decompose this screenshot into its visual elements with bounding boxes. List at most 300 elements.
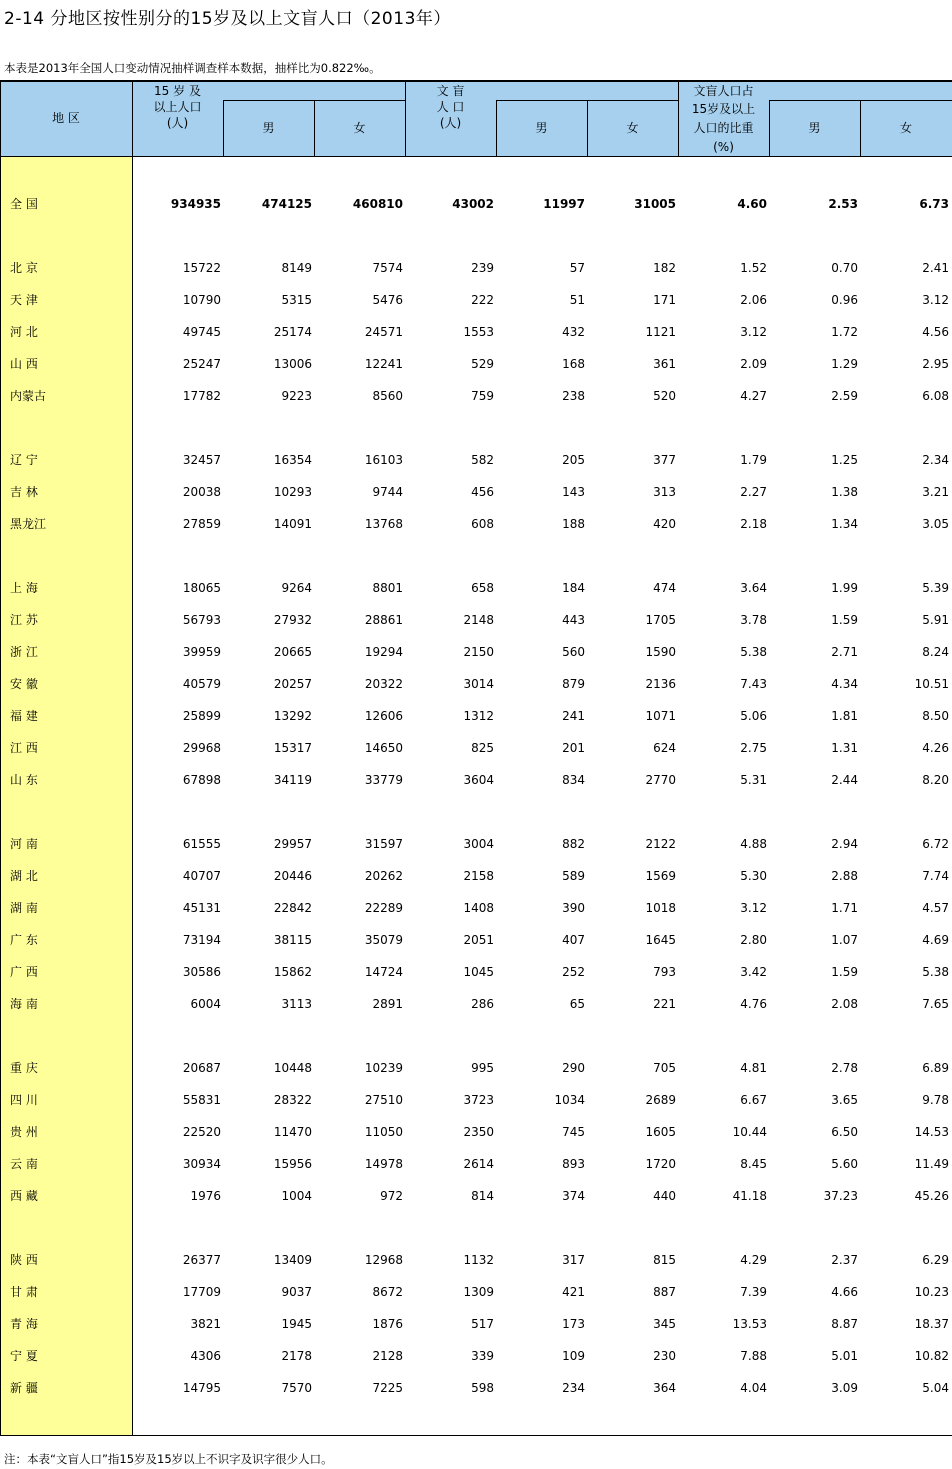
cell-pop15-total: 18065 [182, 581, 221, 595]
cell-ratio-female: 5.39 [922, 581, 949, 595]
cell-illiterate-total: 825 [471, 741, 494, 755]
cell-ratio-total: 4.04 [740, 1381, 767, 1395]
cell-illiterate-female: 2122 [645, 837, 676, 851]
cell-pop15-total: 30934 [182, 1157, 221, 1171]
cell-pop15-total: 32457 [182, 453, 221, 467]
cell-pop15-total: 29968 [182, 741, 221, 755]
cell-illiterate-female: 182 [653, 261, 676, 275]
cell-ratio-total: 2.75 [740, 741, 767, 755]
cell-pop15-female: 13768 [364, 517, 403, 531]
cell-illiterate-total: 1132 [463, 1253, 494, 1267]
table-row [0, 579, 952, 597]
cell-illiterate-male: 234 [562, 1381, 585, 1395]
cell-illiterate-female: 377 [653, 453, 676, 467]
cell-illiterate-female: 815 [653, 1253, 676, 1267]
header-ratio-line1: 文盲人口占 [693, 84, 754, 98]
cell-pop15-female: 2891 [372, 997, 403, 1011]
header-illiterate-line3: (人) [439, 116, 462, 130]
cell-illiterate-male: 432 [562, 325, 585, 339]
cell-pop15-female: 28861 [364, 613, 403, 627]
cell-ratio-total: 13.53 [732, 1317, 767, 1331]
cell-pop15-female: 7225 [372, 1381, 403, 1395]
cell-pop15-female: 16103 [364, 453, 403, 467]
cell-illiterate-female: 364 [653, 1381, 676, 1395]
cell-pop15-male: 3113 [281, 997, 312, 1011]
region-name: 山 西 [10, 357, 38, 371]
cell-pop15-female: 31597 [364, 837, 403, 851]
cell-illiterate-male: 241 [562, 709, 585, 723]
cell-pop15-female: 5476 [372, 293, 403, 307]
cell-ratio-female: 2.41 [922, 261, 949, 275]
table-row [0, 291, 952, 309]
cell-pop15-total: 15722 [182, 261, 221, 275]
cell-illiterate-total: 2614 [463, 1157, 494, 1171]
cell-ratio-male: 1.81 [831, 709, 858, 723]
cell-illiterate-male: 374 [562, 1189, 585, 1203]
cell-pop15-male: 15956 [273, 1157, 312, 1171]
table-row [0, 1155, 952, 1173]
table-row [0, 1091, 952, 1109]
cell-pop15-total: 56793 [182, 613, 221, 627]
cell-illiterate-female: 1720 [645, 1157, 676, 1171]
cell-pop15-total: 10790 [182, 293, 221, 307]
cell-ratio-female: 6.29 [922, 1253, 949, 1267]
region-name: 甘 肃 [10, 1285, 38, 1299]
cell-ratio-male: 1.07 [831, 933, 858, 947]
cell-pop15-male: 13292 [273, 709, 312, 723]
cell-illiterate-female: 1121 [645, 325, 676, 339]
cell-ratio-total: 7.39 [740, 1285, 767, 1299]
cell-ratio-total: 2.80 [740, 933, 767, 947]
cell-pop15-total: 26377 [182, 1253, 221, 1267]
cell-illiterate-total: 529 [471, 357, 494, 371]
cell-illiterate-total: 759 [471, 389, 494, 403]
cell-pop15-female: 12241 [364, 357, 403, 371]
cell-illiterate-male: 184 [562, 581, 585, 595]
cell-ratio-female: 10.82 [914, 1349, 949, 1363]
region-name: 云 南 [10, 1157, 38, 1171]
cell-illiterate-total: 1553 [463, 325, 494, 339]
cell-illiterate-male: 893 [562, 1157, 585, 1171]
cell-ratio-male: 1.99 [831, 581, 858, 595]
cell-ratio-total: 7.43 [740, 677, 767, 691]
cell-pop15-total: 17709 [182, 1285, 221, 1299]
cell-illiterate-female: 1590 [645, 645, 676, 659]
cell-pop15-male: 22842 [273, 901, 312, 915]
table-row [0, 771, 952, 789]
cell-illiterate-total: 608 [471, 517, 494, 531]
table-row [0, 867, 952, 885]
cell-illiterate-female: 420 [653, 517, 676, 531]
cell-ratio-female: 11.49 [914, 1157, 949, 1171]
table-row [0, 195, 952, 213]
table-row [0, 1347, 952, 1365]
region-name: 福 建 [10, 709, 38, 723]
cell-illiterate-male: 390 [562, 901, 585, 915]
cell-ratio-male: 1.59 [831, 965, 858, 979]
cell-pop15-total: 6004 [190, 997, 221, 1011]
cell-illiterate-total: 598 [471, 1381, 494, 1395]
cell-pop15-male: 9264 [281, 581, 312, 595]
region-name: 山 东 [10, 773, 38, 787]
region-name: 四 川 [10, 1093, 38, 1107]
table-row [0, 899, 952, 917]
region-column-background [1, 157, 132, 1435]
cell-ratio-total: 4.60 [737, 197, 767, 211]
table-row [0, 451, 952, 469]
cell-pop15-female: 19294 [364, 645, 403, 659]
table-footnote: 注：本表“文盲人口”指15岁及15岁以上不识字及识字很少人口。 [4, 1452, 333, 1466]
region-name: 安 徽 [10, 677, 38, 691]
cell-ratio-female: 2.34 [922, 453, 949, 467]
cell-pop15-male: 27932 [273, 613, 312, 627]
cell-pop15-male: 29957 [273, 837, 312, 851]
table-row [0, 1251, 952, 1269]
cell-ratio-total: 7.88 [740, 1349, 767, 1363]
cell-illiterate-total: 582 [471, 453, 494, 467]
cell-ratio-female: 45.26 [914, 1189, 949, 1203]
table-row [0, 739, 952, 757]
cell-pop15-total: 40579 [182, 677, 221, 691]
cell-ratio-female: 5.91 [922, 613, 949, 627]
cell-illiterate-male: 879 [562, 677, 585, 691]
cell-pop15-male: 10448 [273, 1061, 312, 1075]
cell-illiterate-female: 230 [653, 1349, 676, 1363]
cell-ratio-female: 4.69 [922, 933, 949, 947]
cell-illiterate-total: 814 [471, 1189, 494, 1203]
cell-ratio-female: 6.89 [922, 1061, 949, 1075]
cell-illiterate-female: 520 [653, 389, 676, 403]
cell-ratio-female: 5.38 [922, 965, 949, 979]
cell-illiterate-female: 1705 [645, 613, 676, 627]
table-row [0, 1187, 952, 1205]
cell-ratio-total: 3.42 [740, 965, 767, 979]
cell-ratio-total: 3.12 [740, 901, 767, 915]
cell-ratio-total: 5.06 [740, 709, 767, 723]
cell-illiterate-male: 589 [562, 869, 585, 883]
cell-illiterate-male: 173 [562, 1317, 585, 1331]
region-name: 浙 江 [10, 645, 38, 659]
cell-pop15-total: 25899 [182, 709, 221, 723]
cell-ratio-male: 37.23 [823, 1189, 858, 1203]
region-name: 吉 林 [10, 485, 38, 499]
region-name: 天 津 [10, 293, 38, 307]
cell-illiterate-female: 474 [653, 581, 676, 595]
cell-pop15-total: 20687 [182, 1061, 221, 1075]
cell-illiterate-female: 440 [653, 1189, 676, 1203]
cell-pop15-male: 15862 [273, 965, 312, 979]
region-name: 江 西 [10, 741, 38, 755]
table-row [0, 387, 952, 405]
cell-pop15-total: 67898 [182, 773, 221, 787]
cell-ratio-female: 3.05 [922, 517, 949, 531]
cell-pop15-female: 460810 [352, 197, 403, 211]
cell-ratio-female: 6.73 [919, 197, 949, 211]
region-name: 湖 北 [10, 869, 38, 883]
header-ratio-male: 男 [808, 121, 821, 135]
table-row [0, 643, 952, 661]
cell-ratio-total: 1.52 [740, 261, 767, 275]
cell-illiterate-total: 43002 [452, 197, 494, 211]
cell-illiterate-total: 286 [471, 997, 494, 1011]
cell-illiterate-male: 57 [569, 261, 585, 275]
cell-ratio-female: 9.78 [922, 1093, 949, 1107]
cell-illiterate-total: 2148 [463, 613, 494, 627]
cell-illiterate-total: 3014 [463, 677, 494, 691]
region-name: 内蒙古 [10, 389, 47, 403]
cell-ratio-female: 8.20 [922, 773, 949, 787]
cell-pop15-female: 1876 [372, 1317, 403, 1331]
cell-ratio-total: 3.78 [740, 613, 767, 627]
cell-pop15-male: 20257 [273, 677, 312, 691]
cell-pop15-male: 9223 [281, 389, 312, 403]
cell-pop15-male: 1004 [281, 1189, 312, 1203]
header-ratio-line3: 人口的比重 [693, 121, 754, 135]
cell-pop15-total: 4306 [190, 1349, 221, 1363]
cell-illiterate-male: 560 [562, 645, 585, 659]
region-name: 上 海 [10, 581, 38, 595]
cell-illiterate-female: 2689 [645, 1093, 676, 1107]
cell-illiterate-total: 1045 [463, 965, 494, 979]
cell-pop15-male: 8149 [281, 261, 312, 275]
cell-pop15-female: 20322 [364, 677, 403, 691]
region-name: 青 海 [10, 1317, 38, 1331]
cell-illiterate-male: 290 [562, 1061, 585, 1075]
cell-ratio-male: 1.71 [831, 901, 858, 915]
cell-ratio-male: 2.44 [831, 773, 858, 787]
table-row [0, 355, 952, 373]
region-name: 新 疆 [10, 1381, 38, 1395]
cell-illiterate-total: 2350 [463, 1125, 494, 1139]
cell-illiterate-male: 882 [562, 837, 585, 851]
table-subtitle: 本表是2013年全国人口变动情况抽样调查样本数据，抽样比为0.822‰。 [4, 61, 381, 75]
header-illiterate-male: 男 [535, 121, 548, 135]
cell-pop15-male: 2178 [281, 1349, 312, 1363]
cell-ratio-total: 4.76 [740, 997, 767, 1011]
cell-ratio-male: 2.71 [831, 645, 858, 659]
cell-ratio-total: 3.12 [740, 325, 767, 339]
cell-ratio-total: 5.30 [740, 869, 767, 883]
cell-ratio-total: 1.79 [740, 453, 767, 467]
region-name: 北 京 [10, 261, 38, 275]
cell-pop15-female: 12968 [364, 1253, 403, 1267]
cell-pop15-female: 10239 [364, 1061, 403, 1075]
cell-pop15-total: 17782 [182, 389, 221, 403]
cell-illiterate-total: 3004 [463, 837, 494, 851]
cell-pop15-female: 8801 [372, 581, 403, 595]
cell-ratio-female: 6.08 [922, 389, 949, 403]
cell-illiterate-total: 222 [471, 293, 494, 307]
cell-ratio-male: 0.70 [831, 261, 858, 275]
header-illiterate-female: 女 [626, 121, 639, 135]
cell-illiterate-female: 887 [653, 1285, 676, 1299]
table-row [0, 259, 952, 277]
cell-ratio-male: 2.08 [831, 997, 858, 1011]
cell-illiterate-female: 1569 [645, 869, 676, 883]
cell-ratio-total: 41.18 [732, 1189, 767, 1203]
cell-pop15-male: 16354 [273, 453, 312, 467]
cell-ratio-total: 3.64 [740, 581, 767, 595]
header-ratio-line2: 15岁及以上 [691, 102, 756, 116]
cell-pop15-total: 25247 [182, 357, 221, 371]
header-pop15-line1: 15 岁 及 [154, 84, 201, 98]
cell-ratio-male: 1.31 [831, 741, 858, 755]
header-pop15-male: 男 [262, 121, 275, 135]
cell-ratio-male: 1.72 [831, 325, 858, 339]
cell-pop15-total: 55831 [182, 1093, 221, 1107]
cell-pop15-male: 1945 [281, 1317, 312, 1331]
cell-illiterate-male: 188 [562, 517, 585, 531]
cell-ratio-female: 7.65 [922, 997, 949, 1011]
cell-ratio-total: 4.88 [740, 837, 767, 851]
region-name: 贵 州 [10, 1125, 38, 1139]
header-pop15-female: 女 [353, 121, 366, 135]
region-name: 西 藏 [10, 1189, 38, 1203]
cell-pop15-male: 474125 [261, 197, 312, 211]
cell-ratio-male: 2.94 [831, 837, 858, 851]
cell-illiterate-total: 2051 [463, 933, 494, 947]
cell-illiterate-female: 221 [653, 997, 676, 1011]
cell-ratio-male: 1.25 [831, 453, 858, 467]
cell-illiterate-male: 51 [569, 293, 585, 307]
cell-pop15-total: 934935 [170, 197, 221, 211]
cell-illiterate-female: 361 [653, 357, 676, 371]
cell-illiterate-male: 834 [562, 773, 585, 787]
cell-ratio-male: 5.60 [831, 1157, 858, 1171]
cell-illiterate-male: 443 [562, 613, 585, 627]
cell-illiterate-male: 252 [562, 965, 585, 979]
table-row [0, 707, 952, 725]
table-row [0, 483, 952, 501]
header-illiterate-line2: 人 口 [436, 100, 465, 114]
cell-ratio-female: 5.04 [922, 1381, 949, 1395]
region-name: 宁 夏 [10, 1349, 38, 1363]
cell-illiterate-total: 1312 [463, 709, 494, 723]
cell-illiterate-total: 239 [471, 261, 494, 275]
cell-pop15-male: 7570 [281, 1381, 312, 1395]
cell-illiterate-total: 1309 [463, 1285, 494, 1299]
region-name: 重 庆 [10, 1061, 38, 1075]
cell-illiterate-total: 658 [471, 581, 494, 595]
cell-illiterate-male: 745 [562, 1125, 585, 1139]
table-row [0, 515, 952, 533]
cell-pop15-male: 14091 [273, 517, 312, 531]
region-name: 黑龙江 [10, 517, 47, 531]
cell-pop15-male: 20446 [273, 869, 312, 883]
cell-ratio-female: 8.50 [922, 709, 949, 723]
cell-illiterate-female: 705 [653, 1061, 676, 1075]
cell-ratio-female: 4.26 [922, 741, 949, 755]
cell-ratio-total: 2.06 [740, 293, 767, 307]
cell-ratio-male: 4.34 [831, 677, 858, 691]
cell-ratio-male: 3.09 [831, 1381, 858, 1395]
cell-pop15-female: 35079 [364, 933, 403, 947]
cell-pop15-female: 14650 [364, 741, 403, 755]
table-row [0, 611, 952, 629]
cell-illiterate-female: 1018 [645, 901, 676, 915]
cell-ratio-total: 6.67 [740, 1093, 767, 1107]
cell-ratio-male: 2.59 [831, 389, 858, 403]
cell-pop15-female: 7574 [372, 261, 403, 275]
cell-ratio-female: 10.23 [914, 1285, 949, 1299]
cell-illiterate-total: 3723 [463, 1093, 494, 1107]
cell-ratio-male: 3.65 [831, 1093, 858, 1107]
cell-ratio-male: 1.29 [831, 357, 858, 371]
table-row [0, 963, 952, 981]
cell-ratio-female: 7.74 [922, 869, 949, 883]
cell-illiterate-male: 201 [562, 741, 585, 755]
cell-ratio-female: 4.57 [922, 901, 949, 915]
cell-pop15-female: 33779 [364, 773, 403, 787]
cell-pop15-female: 24571 [364, 325, 403, 339]
cell-pop15-male: 15317 [273, 741, 312, 755]
cell-illiterate-female: 2136 [645, 677, 676, 691]
header-region: 地 区 [52, 111, 80, 125]
region-name: 湖 南 [10, 901, 38, 915]
cell-pop15-total: 73194 [182, 933, 221, 947]
region-name: 江 苏 [10, 613, 38, 627]
cell-illiterate-male: 317 [562, 1253, 585, 1267]
cell-pop15-male: 10293 [273, 485, 312, 499]
header-pop15-line3: (人) [166, 116, 189, 130]
cell-illiterate-female: 31005 [634, 197, 676, 211]
cell-illiterate-total: 995 [471, 1061, 494, 1075]
cell-illiterate-total: 517 [471, 1317, 494, 1331]
table-row [0, 1379, 952, 1397]
cell-ratio-male: 1.38 [831, 485, 858, 499]
page-title: 2-14 分地区按性别分的15岁及以上文盲人口（2013年） [4, 9, 451, 29]
cell-pop15-male: 28322 [273, 1093, 312, 1107]
cell-pop15-male: 38115 [273, 933, 312, 947]
cell-ratio-male: 1.34 [831, 517, 858, 531]
table-header [0, 80, 952, 157]
cell-ratio-male: 2.78 [831, 1061, 858, 1075]
table-row [0, 931, 952, 949]
cell-ratio-female: 8.24 [922, 645, 949, 659]
cell-illiterate-male: 407 [562, 933, 585, 947]
cell-ratio-female: 3.12 [922, 293, 949, 307]
table-row [0, 1283, 952, 1301]
cell-pop15-female: 22289 [364, 901, 403, 915]
cell-illiterate-total: 2158 [463, 869, 494, 883]
cell-pop15-female: 20262 [364, 869, 403, 883]
cell-illiterate-female: 1605 [645, 1125, 676, 1139]
cell-illiterate-male: 168 [562, 357, 585, 371]
table-row [0, 835, 952, 853]
cell-pop15-female: 14724 [364, 965, 403, 979]
cell-illiterate-male: 238 [562, 389, 585, 403]
header-pop15-line2: 以上人口 [153, 100, 202, 114]
cell-ratio-female: 10.51 [914, 677, 949, 691]
region-name: 辽 宁 [10, 453, 38, 467]
cell-pop15-total: 40707 [182, 869, 221, 883]
cell-pop15-total: 49745 [182, 325, 221, 339]
cell-illiterate-total: 456 [471, 485, 494, 499]
cell-illiterate-female: 1645 [645, 933, 676, 947]
cell-pop15-total: 14795 [182, 1381, 221, 1395]
header-ratio-female: 女 [899, 121, 912, 135]
cell-pop15-total: 3821 [190, 1317, 221, 1331]
cell-ratio-male: 0.96 [831, 293, 858, 307]
cell-ratio-female: 2.95 [922, 357, 949, 371]
cell-illiterate-total: 1408 [463, 901, 494, 915]
cell-illiterate-female: 313 [653, 485, 676, 499]
region-name: 海 南 [10, 997, 38, 1011]
cell-pop15-female: 8560 [372, 389, 403, 403]
cell-pop15-female: 12606 [364, 709, 403, 723]
cell-ratio-total: 2.09 [740, 357, 767, 371]
cell-pop15-total: 20038 [182, 485, 221, 499]
